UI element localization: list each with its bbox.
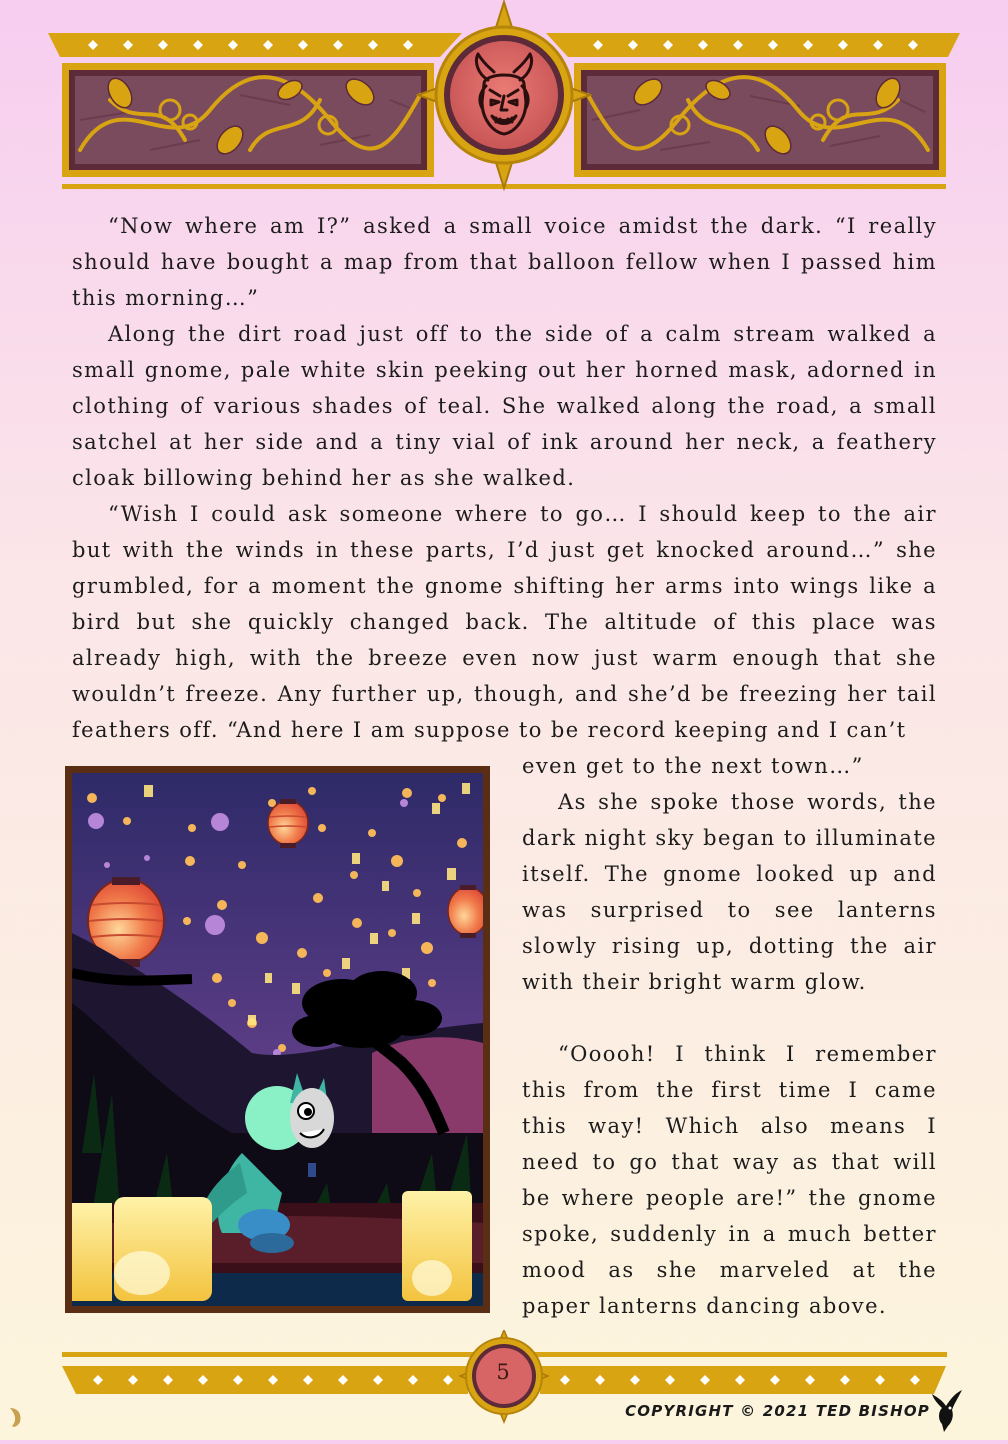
paragraph: “Ooooh! I think I remember this from the first time I came this way! Which also means I need to go that way as that will be where people are!” the gnome spoke, suddenly in a much better mood as she marveled at the paper lanterns dancing above. <box>522 1042 937 1318</box>
feather-icon <box>6 1404 26 1430</box>
header-ornament <box>0 0 1008 200</box>
bird-icon <box>928 1388 964 1432</box>
paragraph-continuation: even get to the next town…” <box>522 754 864 778</box>
paragraph: “Wish I could ask someone where to go… I should keep to the air but with the winds in these parts, I’d just get knocked around…” she grumbled, for a moment the gnome shifting her arms into wings like a bird but she quickly changed back. The altitude of this place was already high, with the breeze even now just warm enough that she wouldn’t freeze. Any further up, though, and she’d be freezing her tail feathers off. “And here I am suppose to be record keeping and I can’t <box>72 502 937 742</box>
lantern-night-illustration <box>65 766 490 1313</box>
paragraph: “Now where am I?” asked a small voice amidst the dark. “I really should have bought a map from that balloon fellow when I passed him this morning…” <box>72 214 937 310</box>
paragraph: As she spoke those words, the dark night sky began to illuminate itself. The gnome looked up and was surprised to see lanterns slowly rising up, dotting the air with their bright warm glow. <box>522 790 937 994</box>
page-number: 5 <box>496 1360 510 1384</box>
oni-mask-icon <box>464 52 544 142</box>
paragraph: Along the dirt road just off to the side of a calm stream walked a small gnome, pale white skin peeking out her horned mask, adorned in clothing of various shades of teal. She walked along the road, a small satchel at her side and a tiny vial of ink around her neck, a feathery cloak billowing behind her as she walked. <box>72 322 937 490</box>
copyright-notice: COPYRIGHT © 2021 TED BISHOP <box>625 1402 930 1420</box>
